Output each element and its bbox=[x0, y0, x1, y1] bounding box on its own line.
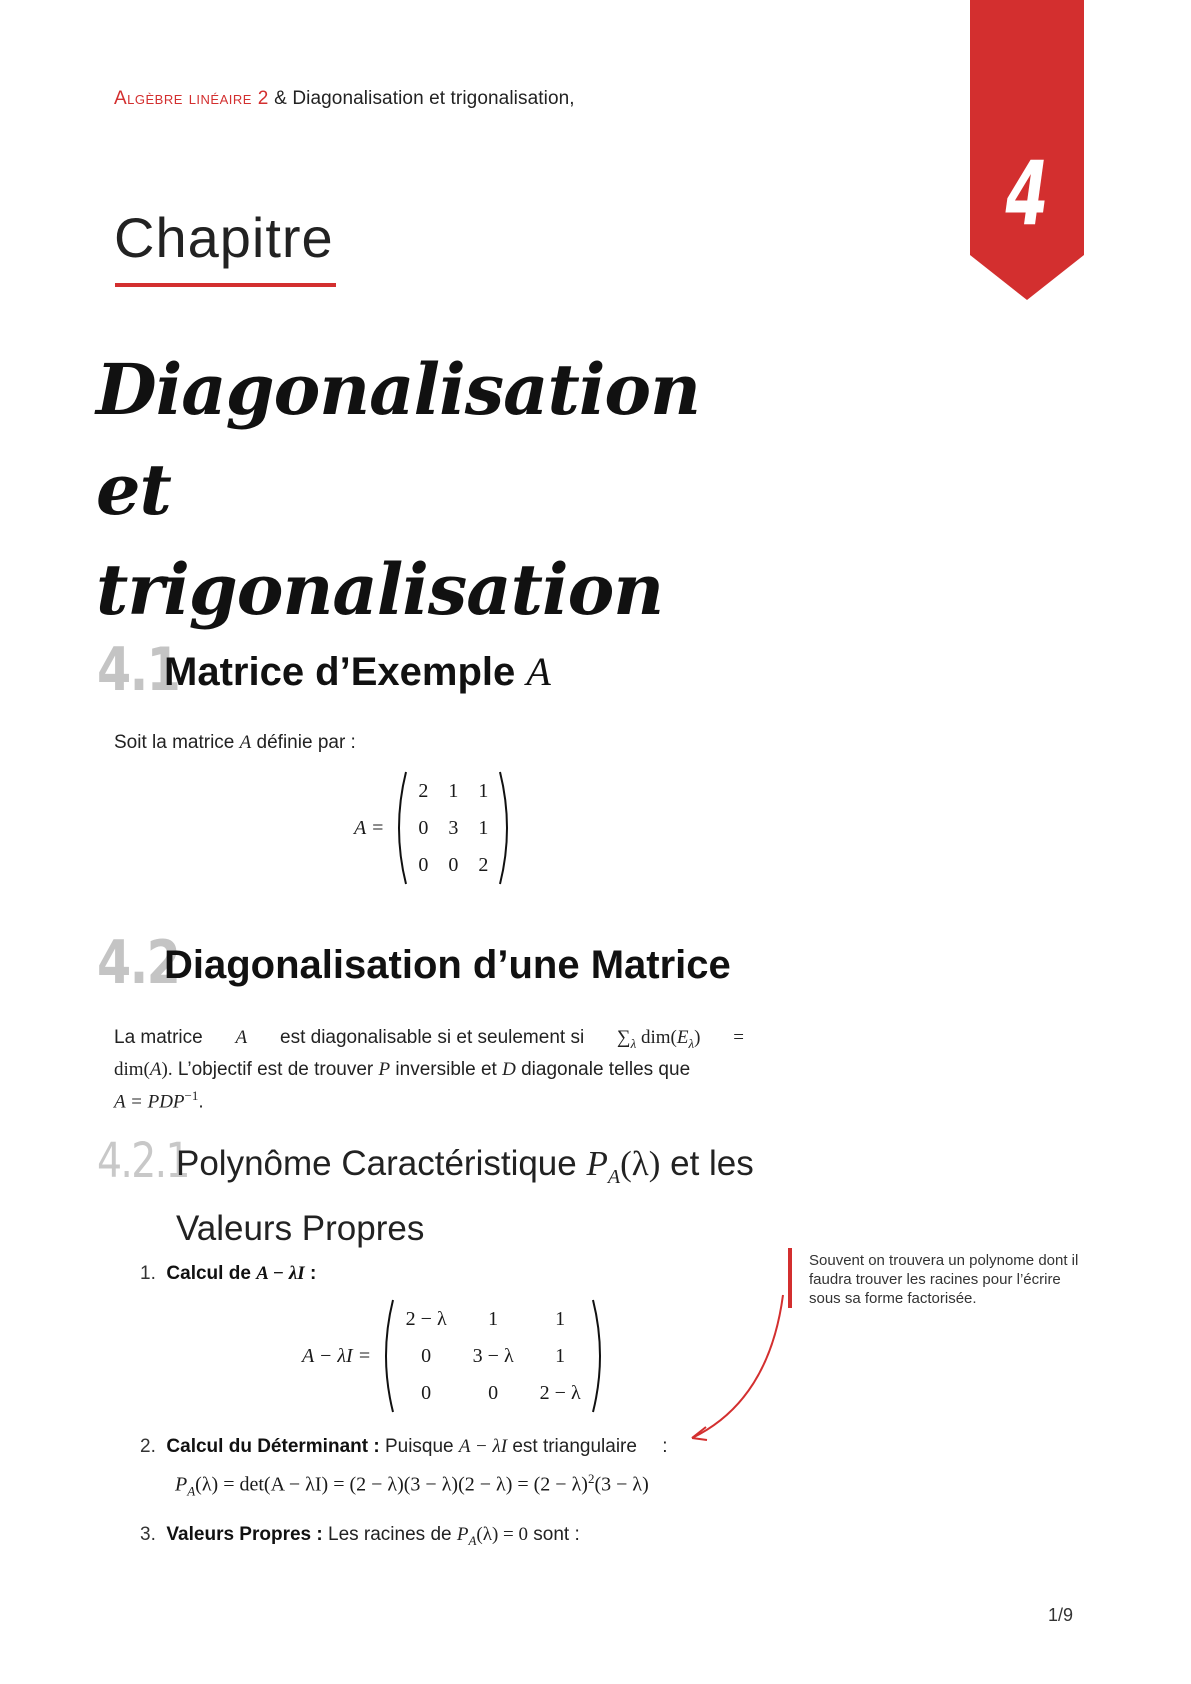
sidenote-arrow bbox=[680, 1290, 800, 1450]
matrix-cell: 0 bbox=[448, 853, 459, 876]
math: A bbox=[468, 1532, 477, 1548]
matrix-cell: 3 − λ bbox=[472, 1344, 514, 1367]
math: ). bbox=[161, 1058, 173, 1080]
text: définie par : bbox=[256, 732, 356, 753]
section-title-text: Matrice d’Exemple bbox=[164, 650, 516, 694]
subsection-title bbox=[176, 1138, 776, 1255]
list-lead: Valeurs Propres : bbox=[166, 1524, 323, 1545]
text: sont : bbox=[533, 1524, 580, 1545]
math: P bbox=[378, 1058, 391, 1080]
math: A bbox=[149, 1058, 162, 1080]
text: Puisque bbox=[384, 1436, 454, 1457]
matrix-body bbox=[408, 773, 498, 884]
matrix-cell: 1 bbox=[478, 779, 489, 802]
math: (λ) = 0 bbox=[476, 1524, 529, 1545]
course-name: Algèbre linéaire 2 bbox=[114, 88, 269, 109]
math: ∑ bbox=[617, 1027, 631, 1048]
list-number: 3. bbox=[140, 1524, 156, 1545]
matrix-cell: 0 bbox=[488, 1381, 499, 1404]
matrix-cell: 1 bbox=[555, 1344, 566, 1367]
running-header bbox=[114, 88, 575, 110]
text-line bbox=[114, 1025, 744, 1057]
math: (λ) bbox=[620, 1144, 661, 1183]
right-paren bbox=[591, 1298, 605, 1414]
matrix-label: A = bbox=[354, 816, 385, 839]
left-paren bbox=[381, 1298, 395, 1414]
text: inversible et bbox=[395, 1058, 497, 1080]
math: −1 bbox=[184, 1087, 199, 1103]
math: P bbox=[175, 1473, 188, 1496]
text: Les racines de bbox=[328, 1524, 452, 1545]
matrix-label: A − λI = bbox=[302, 1344, 372, 1367]
chapter-title-line1: Diagonalisation et bbox=[96, 348, 700, 531]
math: A bbox=[239, 732, 252, 753]
header-topic: Diagonalisation et trigonalisation, bbox=[292, 88, 575, 109]
text: . bbox=[198, 1091, 204, 1113]
right-paren bbox=[498, 770, 512, 886]
math: D bbox=[502, 1058, 516, 1080]
math: 2 bbox=[587, 1471, 595, 1486]
subsection-number: 4.2.1 bbox=[97, 1133, 189, 1189]
sidenote-text: Souvent on trouvera un polynome dont il faudra trouver les racines pour l’écrire sous sa forme factorisée. bbox=[809, 1252, 1079, 1307]
matrix-cell: 1 bbox=[555, 1307, 566, 1330]
chapter-label: Chapitre bbox=[114, 206, 334, 269]
subsection-title-line2: Valeurs Propres bbox=[176, 1209, 425, 1248]
math: A = PDP bbox=[114, 1091, 185, 1113]
math: = bbox=[733, 1027, 744, 1048]
math: A − λI bbox=[458, 1436, 508, 1457]
matrix-cell: 1 bbox=[488, 1307, 499, 1330]
text: Soit la matrice bbox=[114, 732, 235, 753]
matrix-cell: 2 − λ bbox=[539, 1381, 581, 1404]
matrix-cell: 2 − λ bbox=[405, 1307, 447, 1330]
math: λ bbox=[630, 1035, 637, 1051]
math: A bbox=[607, 1166, 621, 1188]
text: Polynôme Caractéristique bbox=[176, 1144, 577, 1183]
matrix-cell: 2 bbox=[418, 779, 429, 802]
list-item bbox=[140, 1522, 580, 1554]
text: est diagonalisable si et seulement si bbox=[280, 1027, 585, 1048]
section-number: 4.2 bbox=[97, 928, 180, 998]
matrix-cell: 2 bbox=[478, 853, 489, 876]
text: et les bbox=[670, 1144, 754, 1183]
math: P bbox=[456, 1524, 469, 1545]
matrix-body bbox=[395, 1301, 591, 1412]
matrix-cell: 1 bbox=[448, 779, 459, 802]
page-number: 1/9 bbox=[1048, 1605, 1074, 1625]
equation-characteristic-polynomial bbox=[175, 1471, 649, 1500]
list-item bbox=[140, 1261, 316, 1287]
matrix-A-minus-lambdaI bbox=[302, 1298, 605, 1414]
matrix-cell: 0 bbox=[421, 1381, 432, 1404]
matrix-cell: 1 bbox=[478, 816, 489, 839]
math: A bbox=[235, 1027, 248, 1048]
section-title-math: A bbox=[526, 649, 551, 694]
header-separator: & bbox=[268, 88, 293, 109]
text: : bbox=[309, 1263, 317, 1284]
chapter-title-line2: trigonalisation bbox=[96, 548, 664, 631]
section-title bbox=[164, 649, 551, 694]
list-lead: Calcul du Déterminant : bbox=[166, 1436, 380, 1457]
matrix-cell: 0 bbox=[421, 1344, 432, 1367]
math: E bbox=[676, 1027, 689, 1048]
math: A − λI bbox=[256, 1263, 305, 1284]
chapter-title bbox=[96, 340, 796, 640]
math: dim( bbox=[640, 1027, 677, 1048]
list-item bbox=[140, 1434, 760, 1460]
math: P bbox=[586, 1144, 608, 1183]
math: dim( bbox=[114, 1058, 150, 1080]
list-lead bbox=[166, 1263, 316, 1284]
text: L’objectif est de trouver bbox=[177, 1058, 374, 1080]
text-line bbox=[114, 1057, 744, 1083]
subsection-title-line1 bbox=[176, 1138, 776, 1203]
text: est triangulaire bbox=[512, 1436, 637, 1457]
left-paren bbox=[394, 770, 408, 886]
section-title: Diagonalisation d’une Matrice bbox=[164, 943, 731, 987]
matrix-A bbox=[354, 770, 512, 886]
text: Calcul de bbox=[166, 1263, 251, 1284]
paragraph-intro bbox=[114, 730, 356, 756]
text: : bbox=[662, 1436, 668, 1457]
list-number: 2. bbox=[140, 1436, 156, 1457]
math: (λ) = det(A − λI) = (2 − λ)(3 − λ)(2 − λ) = (2 − λ) bbox=[195, 1473, 588, 1496]
paragraph-diag bbox=[114, 1025, 744, 1115]
math: (3 − λ) bbox=[594, 1473, 649, 1496]
chapter-underline bbox=[115, 283, 336, 287]
math: λ bbox=[688, 1035, 695, 1051]
math: A bbox=[187, 1483, 196, 1499]
list-number: 1. bbox=[140, 1263, 156, 1284]
section-number: 4.1 bbox=[97, 635, 180, 705]
math: ) bbox=[694, 1027, 701, 1048]
math-sum bbox=[617, 1025, 700, 1057]
matrix-cell: 3 bbox=[448, 816, 459, 839]
chapter-number: 4 bbox=[1005, 142, 1049, 245]
text: diagonale telles que bbox=[521, 1058, 691, 1080]
text-line bbox=[114, 1083, 744, 1115]
matrix-cell: 0 bbox=[418, 853, 429, 876]
text: La matrice bbox=[114, 1027, 203, 1048]
matrix-cell: 0 bbox=[418, 816, 429, 839]
